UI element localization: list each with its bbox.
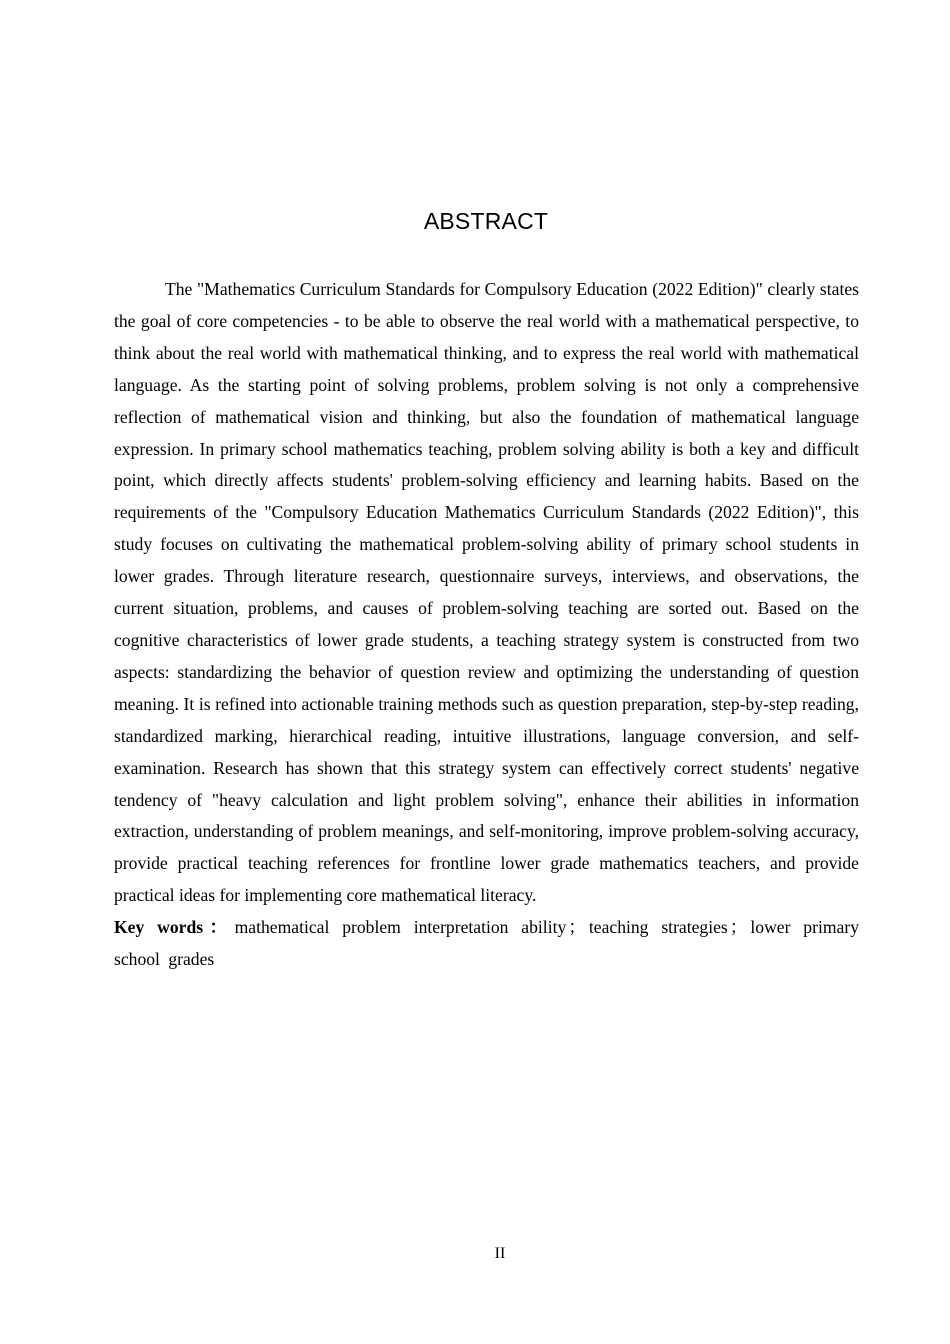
- abstract-body: [114, 274, 859, 976]
- page-number: II: [494, 1245, 506, 1262]
- abstract-title: ABSTRACT: [423, 208, 549, 234]
- keywords-label-separator: ：: [205, 917, 232, 938]
- keyword-item: lower primary school grades: [114, 917, 859, 970]
- keyword-separator: ；: [729, 917, 748, 938]
- keyword-separator: ；: [568, 917, 586, 938]
- keywords-label: Key words: [114, 917, 204, 938]
- keyword-item: teaching strategies: [588, 917, 728, 938]
- keywords-line: [114, 912, 859, 976]
- abstract-paragraph: The "Mathematics Curriculum Standards for Compulsory Education (2022 Edition)" clearly states the goal of core competencies - to be able to observe the real world with a mathematical perspective, to think about the real world with mathematical thinking, and to express the real world with mathematical language. As the starting point of solving problems, problem solving is not only a comprehensive reflection of mathematical vision and thinking, but also the foundation of mathematical language expression. In primary school mathematics teaching, problem solving ability is both a key and difficult point, which directly affects students' problem-solving efficiency and learning habits. Based on the requirements of the "Compulsory Education Mathematics Curriculum Standards (2022 Edition)", this study focuses on cultivating the mathematical problem-solving ability of primary school students in lower grades. Through literature research, questionnaire surveys, interviews, and observations, the current situation, problems, and causes of problem-solving teaching are sorted out. Based on the cognitive characteristics of lower grade students, a teaching strategy system is constructed from two aspects: standardizing the behavior of question review and optimizing the understanding of question meaning. It is refined into actionable training methods such as question preparation, step-by-step reading, standardized marking, hierarchical reading, intuitive illustrations, language conversion, and self-examination. Research has shown that this strategy system can effectively correct students' negative tendency of "heavy calculation and light problem solving", enhance their abilities in information extraction, understanding of problem meanings, and self-monitoring, improve problem-solving accuracy, provide practical teaching references for frontline lower grade mathematics teachers, and provide practical ideas for implementing core mathematical literacy.: [114, 279, 859, 906]
- keyword-item: mathematical problem interpretation ability: [234, 917, 567, 938]
